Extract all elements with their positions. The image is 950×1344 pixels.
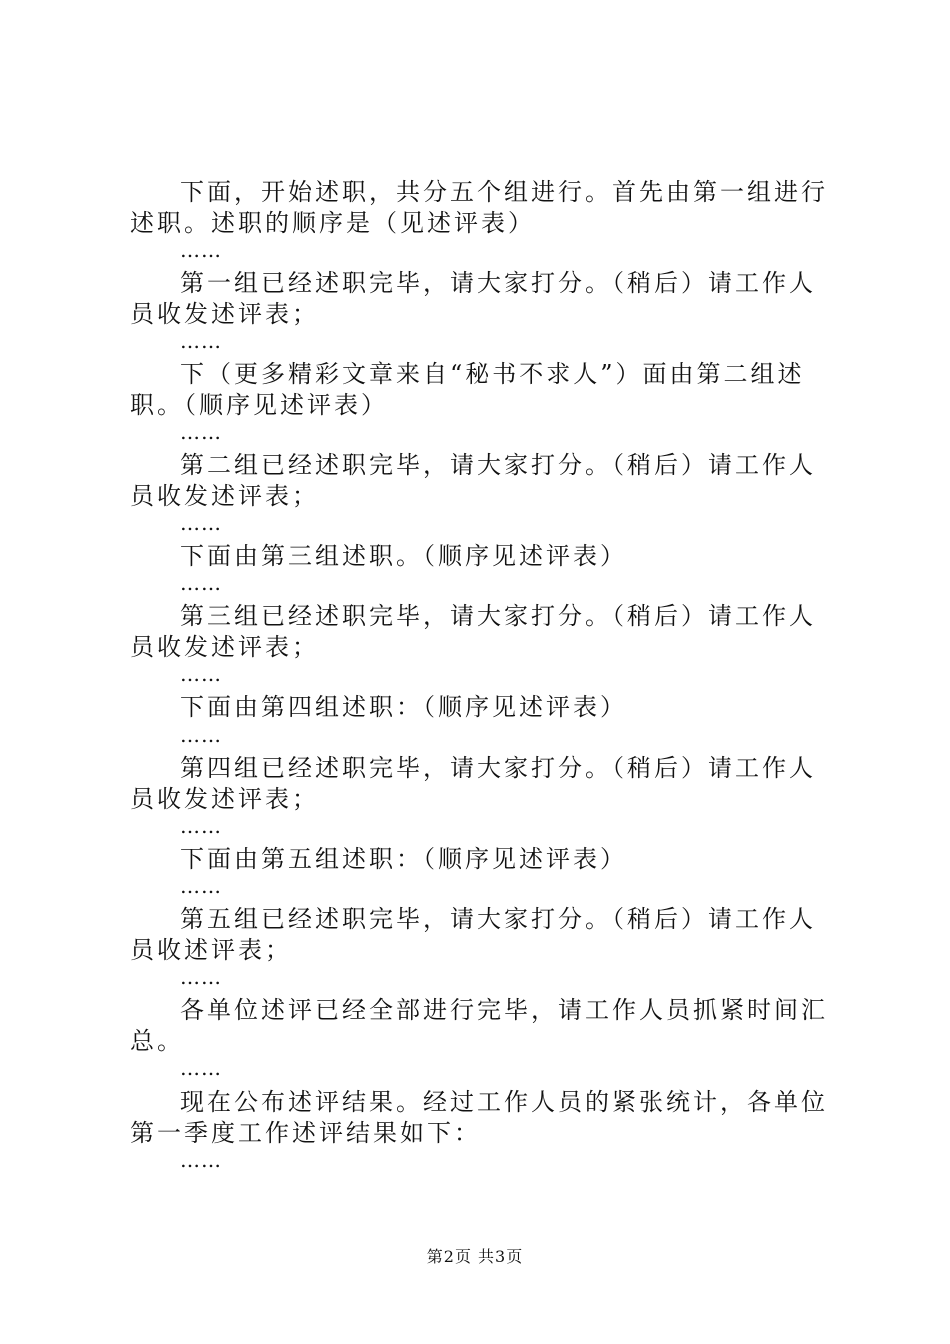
ellipsis: …… (180, 420, 222, 444)
ellipsis: …… (180, 1148, 222, 1172)
paragraph: 下面由第三组述职。（顺序见述评表） (180, 542, 627, 570)
paragraph: 第四组已经述职完毕，请大家打分。（稍后）请工作人员收发述评表； (130, 754, 816, 813)
paragraph: 第一组已经述职完毕，请大家打分。（稍后）请工作人员收发述评表； (130, 269, 816, 328)
ellipsis: …… (180, 814, 222, 838)
paragraph: 下面，开始述职，共分五个组进行。首先由第一组进行述职。述职的顺序是（见述评表） (130, 178, 828, 237)
page-footer: 第2页 共3页 (426, 1247, 524, 1266)
paragraph: 第五组已经述职完毕，请大家打分。（稍后）请工作人员收述评表； (130, 905, 816, 964)
ellipsis: …… (180, 874, 222, 898)
ellipsis: …… (180, 723, 222, 747)
paragraph: 现在公布述评结果。经过工作人员的紧张统计，各单位第一季度工作述评结果如下： (130, 1088, 828, 1147)
ellipsis: …… (180, 329, 222, 353)
paragraph: 第二组已经述职完毕，请大家打分。（稍后）请工作人员收发述评表； (130, 451, 816, 510)
ellipsis: …… (180, 1056, 222, 1080)
ellipsis: …… (180, 511, 222, 535)
paragraph: 下面由第四组述职：（顺序见述评表） (180, 693, 627, 721)
ellipsis: …… (180, 965, 222, 989)
paragraph: 下（更多精彩文章来自“秘书不求人”）面由第二组述职。（顺序见述评表） (130, 360, 805, 419)
paragraph: 第三组已经述职完毕，请大家打分。（稍后）请工作人员收发述评表； (130, 602, 816, 661)
ellipsis: …… (180, 571, 222, 595)
paragraph: 各单位述评已经全部进行完毕，请工作人员抓紧时间汇总。 (130, 996, 828, 1055)
paragraph: 下面由第五组述职：（顺序见述评表） (180, 845, 627, 873)
ellipsis: …… (180, 662, 222, 686)
ellipsis: …… (180, 238, 222, 262)
